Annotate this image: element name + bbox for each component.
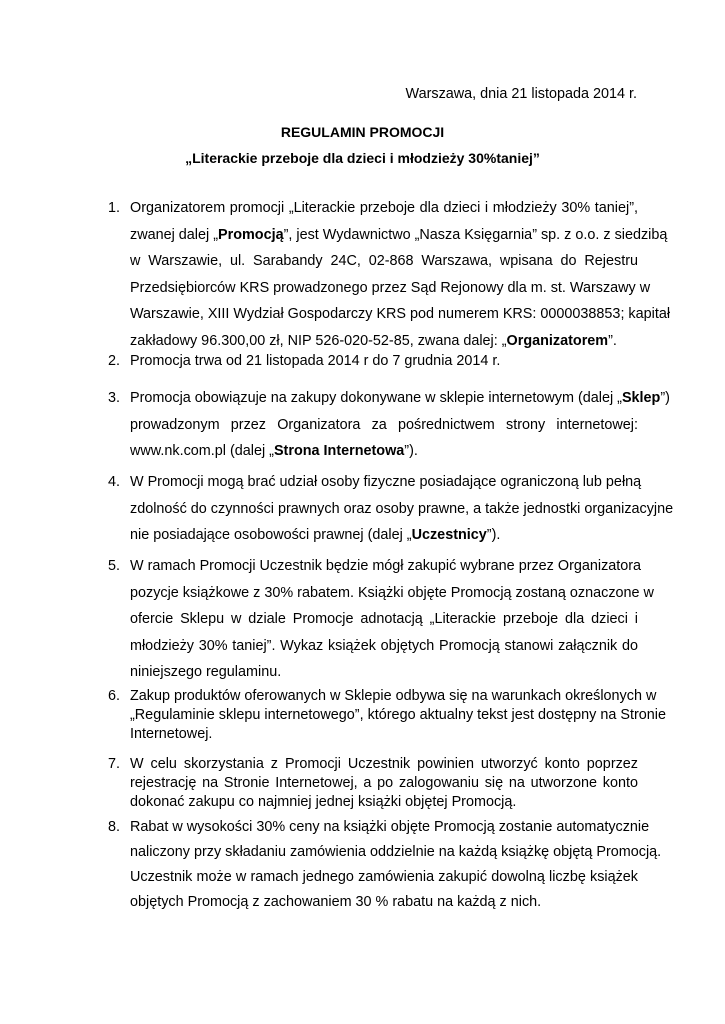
paragraph-line: naliczony przy składaniu zamówienia oddzielnie na każdą książkę objętą Promocją. [130, 844, 662, 860]
paragraph-line: W Promocji mogą brać udział osoby fizyczne posiadające ograniczoną lub pełną [130, 474, 642, 490]
paragraph-line: pozycje książkowe z 30% rabatem. Książki objęte Promocją zostaną oznaczone w [130, 584, 654, 601]
paragraph-line: Promocja obowiązuje na zakupy dokonywane w sklepie internetowym (dalej „Sklep”) [130, 390, 670, 406]
list-item-text [130, 385, 670, 465]
paragraph-line: prowadzonym przez Organizatora za pośrednictwem strony internetowej: [130, 416, 638, 433]
defined-term: Promocją [218, 226, 284, 243]
paragraph-line: Internetowej. [130, 726, 213, 742]
paragraph-line: w Warszawie, ul. Sarabandy 24C, 02-868 Warszawa, wpisana do Rejestru [130, 253, 638, 269]
document-subtitle: „Literackie przeboje dla dzieci i młodzieży 30%taniej” [185, 150, 540, 166]
paragraph-line: zdolność do czynności prawnych oraz osoby prawne, a także jednostki organizacyjne [130, 500, 674, 517]
paragraph-line: nie posiadające osobowości prawnej (dalej „Uczestnicy”). [130, 527, 501, 543]
paragraph-line: Zakup produktów oferowanych w Sklepie odbywa się na warunkach określonych w [130, 688, 657, 704]
defined-term: Organizatorem [506, 332, 609, 349]
paragraph-line: zwanej dalej „Promocją”, jest Wydawnictwo „Nasza Księgarnia” sp. z o.o. z siedzibą [130, 226, 668, 243]
paragraph-line: „Regulaminie sklepu internetowego”, którego aktualny tekst jest dostępny na Stronie [130, 707, 666, 723]
paragraph-line: Przedsiębiorców KRS prowadzonego przez Sąd Rejonowy dla m. st. Warszawy w [130, 279, 651, 296]
paragraph-line: rejestrację na Stronie Internetowej, a po zalogowaniu się na utworzone konto [130, 775, 638, 791]
list-item-text [130, 195, 671, 354]
paragraph-line: zakładowy 96.300,00 zł, NIP 526-020-52-85, zwana dalej: „Organizatorem”. [130, 332, 617, 349]
list-item-number: 7. [108, 756, 121, 772]
list-item-number: 1. [108, 200, 121, 216]
list-item-text [130, 687, 666, 744]
document-title: REGULAMIN PROMOCJI [280, 124, 445, 140]
list-item-number: 6. [108, 688, 121, 704]
document-date: Warszawa, dnia 21 listopada 2014 r. [405, 86, 637, 102]
paragraph-line: Promocja trwa od 21 listopada 2014 r do 7 grudnia 2014 r. [130, 353, 501, 369]
paragraph-line: młodzieży 30% taniej”. Wykaz książek objętych Promocją stanowi załącznik do [130, 637, 638, 654]
defined-term: Strona Internetowa [273, 443, 405, 459]
defined-term: Sklep [621, 390, 661, 406]
list-item-text [130, 755, 638, 812]
list-item-text [130, 469, 674, 549]
paragraph-line: ofercie Sklepu w dziale Promocje adnotacją „Literackie przeboje dla dzieci i [130, 611, 638, 627]
list-item-text [130, 815, 662, 915]
list-item-number: 4. [108, 474, 121, 490]
list-item-number: 8. [108, 819, 121, 835]
paragraph-line: Rabat w wysokości 30% ceny na książki objęte Promocją zostanie automatycznie [130, 819, 650, 835]
paragraph-line: Organizatorem promocji „Literackie przeboje dla dzieci i młodzieży 30% taniej”, [130, 200, 638, 216]
paragraph-line: Warszawie, XIII Wydział Gospodarczy KRS pod numerem KRS: 0000038853; kapitał [130, 306, 671, 322]
defined-term: Uczestnicy [411, 527, 487, 543]
paragraph-line: www.nk.com.pl (dalej „Strona Internetowa”). [130, 443, 418, 459]
paragraph-line: dokonać zakupu co najmniej jednej książki objętej Promocją. [130, 794, 517, 810]
paragraph-line: W celu skorzystania z Promocji Uczestnik powinien utworzyć konto poprzez [130, 756, 638, 772]
list-item-number: 2. [108, 353, 121, 369]
list-item-number: 5. [108, 558, 121, 574]
paragraph-line: W ramach Promocji Uczestnik będzie mógł zakupić wybrane przez Organizatora [130, 558, 642, 574]
paragraph-line: Uczestnik może w ramach jednego zamówienia zakupić dowolną liczbę książek [130, 869, 638, 885]
paragraph-line: niniejszego regulaminu. [130, 664, 282, 680]
paragraph-line: objętych Promocją z zachowaniem 30 % rabatu na każdą z nich. [130, 894, 542, 910]
list-item-number: 3. [108, 390, 121, 406]
list-item-text [130, 348, 638, 375]
list-item-text [130, 553, 654, 686]
